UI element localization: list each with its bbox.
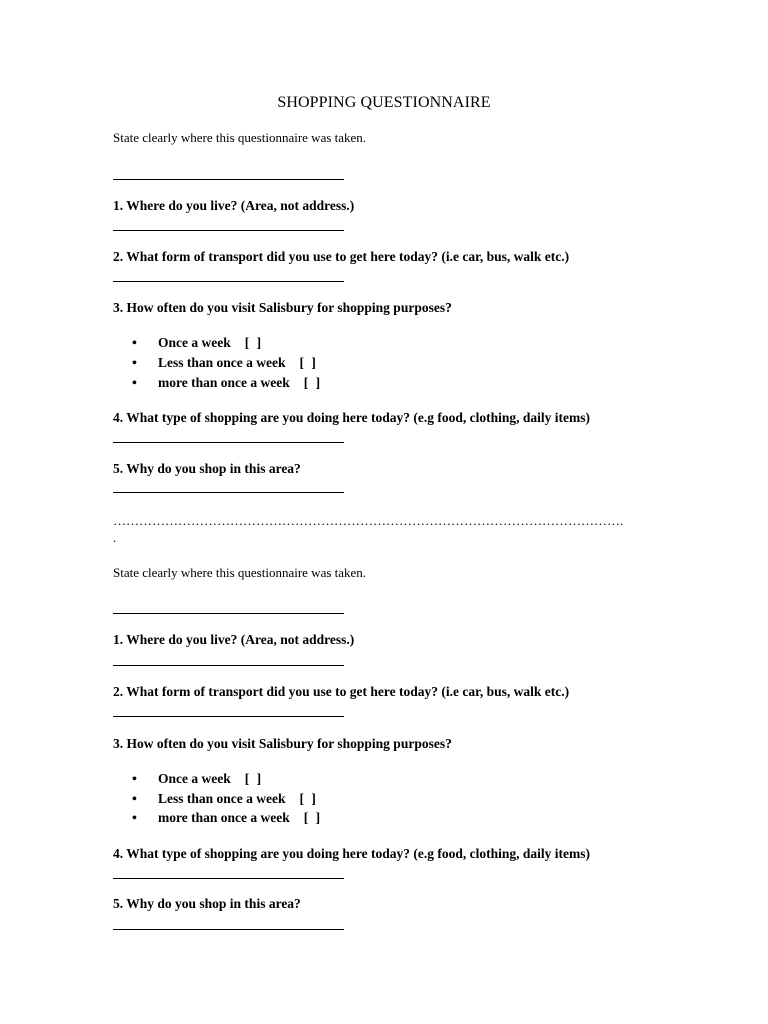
answer-line-1 — [113, 665, 344, 666]
option-checkbox: [ ] — [303, 375, 321, 390]
answer-line-2 — [113, 281, 344, 282]
option-item — [132, 791, 316, 808]
answer-line-1 — [113, 230, 344, 231]
option-checkbox: [ ] — [244, 335, 262, 350]
page-title: SHOPPING QUESTIONNAIRE — [277, 94, 491, 111]
answer-line-5 — [113, 492, 344, 493]
question-1: 1. Where do you live? (Area, not address.) — [113, 198, 355, 213]
question-3: 3. How often do you visit Salisbury for shopping purposes? — [113, 736, 452, 751]
option-checkbox: [ ] — [299, 355, 316, 370]
option-item — [132, 355, 316, 372]
bullet-icon: • — [132, 792, 137, 807]
question-5: 5. Why do you shop in this area? — [113, 896, 301, 911]
option-checkbox: [ ] — [299, 791, 316, 806]
location-answer-line — [113, 613, 344, 614]
location-instruction: State clearly where this questionnaire was taken. — [113, 565, 367, 580]
question-1: 1. Where do you live? (Area, not address.) — [113, 632, 355, 647]
bullet-icon: • — [132, 336, 137, 351]
option-item — [132, 375, 320, 392]
dotted-separator: ………………………………………………………………………………………………………. — [113, 513, 624, 528]
bullet-icon: • — [132, 356, 137, 371]
location-instruction: State clearly where this questionnaire was taken. — [113, 130, 367, 145]
question-3: 3. How often do you visit Salisbury for shopping purposes? — [113, 300, 452, 315]
option-label: Less than once a week — [158, 355, 286, 370]
question-4: 4. What type of shopping are you doing here today? (e.g food, clothing, daily items) — [113, 410, 591, 425]
location-answer-line — [113, 179, 344, 180]
option-label: more than once a week — [158, 810, 290, 825]
option-checkbox: [ ] — [244, 771, 262, 786]
answer-line-5 — [113, 929, 344, 930]
option-label: Less than once a week — [158, 791, 286, 806]
dotted-separator-end: . — [113, 530, 117, 545]
option-checkbox: [ ] — [303, 810, 321, 825]
answer-line-2 — [113, 716, 344, 717]
question-2: 2. What form of transport did you use to get here today? (i.e car, bus, walk etc.) — [113, 249, 570, 264]
answer-line-4 — [113, 442, 344, 443]
option-label: Once a week — [158, 335, 231, 350]
question-5: 5. Why do you shop in this area? — [113, 461, 301, 476]
answer-line-4 — [113, 878, 344, 879]
bullet-icon: • — [132, 811, 137, 826]
option-item — [132, 810, 320, 827]
question-2: 2. What form of transport did you use to get here today? (i.e car, bus, walk etc.) — [113, 684, 570, 699]
option-label: more than once a week — [158, 375, 290, 390]
bullet-icon: • — [132, 772, 137, 787]
option-item — [132, 771, 261, 788]
bullet-icon: • — [132, 376, 137, 391]
option-label: Once a week — [158, 771, 231, 786]
question-4: 4. What type of shopping are you doing here today? (e.g food, clothing, daily items) — [113, 846, 591, 861]
option-item — [132, 335, 261, 352]
